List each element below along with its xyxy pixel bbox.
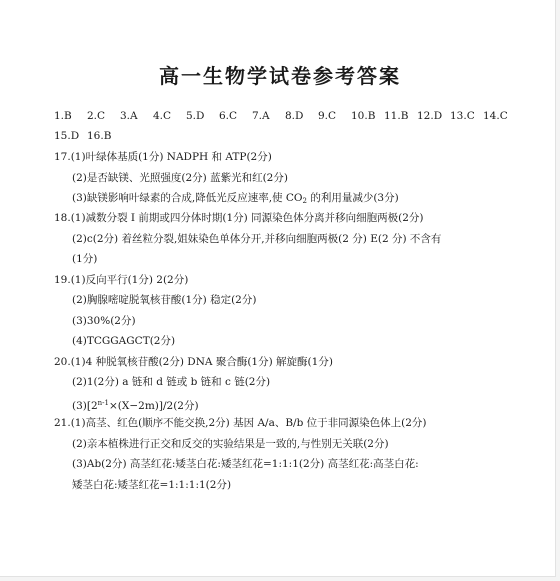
mc-answer: 12.D xyxy=(417,110,443,122)
q17-line-3-text-b: 的利用量减少(3分) xyxy=(307,192,399,204)
q18-line-3: (1分) xyxy=(72,253,98,265)
q20-line-3-text-b: ×(X−2m)]/2(2分) xyxy=(108,400,199,412)
mc-answers-row-1 xyxy=(54,109,514,123)
co2-subscript: 2 xyxy=(302,197,307,205)
mc-answer: 7.A xyxy=(252,110,270,122)
mc-answer: 6.C xyxy=(219,110,238,122)
mc-answer: 13.C xyxy=(450,110,475,122)
q19-line-4: (4)TCGGAGCT(2分) xyxy=(72,335,176,347)
q20-line-2: (2)1(2分) a 链和 d 链或 b 链和 c 链(2分) xyxy=(72,376,271,388)
q19-line-1: 19.(1)反向平行(1分) 2(2分) xyxy=(54,274,189,286)
q17-line-3-text-a: (3)缺镁影响叶绿素的合成,降低光反应速率,使 CO xyxy=(72,192,303,204)
mc-answer: 2.C xyxy=(87,110,106,122)
q19-line-2: (2)胸腺嘧啶脱氧核苷酸(1分) 稳定(2分) xyxy=(72,294,257,306)
q20-line-3 xyxy=(72,396,199,413)
mc-answers-row-2 xyxy=(54,129,514,143)
q21-line-1: 21.(1)高茎、红色(顺序不能交换,2分) 基因 A/a、B/b 位于非同源染色体上(2分) xyxy=(54,417,427,429)
mc-answer: 4.C xyxy=(153,110,172,122)
q18-line-2: (2)c(2分) 着丝粒分裂,姐妹染色单体分开,并移向细胞两极(2 分) E(2 分) 不含有 xyxy=(72,233,442,245)
mc-answer: 16.B xyxy=(87,130,112,142)
mc-answer: 5.D xyxy=(186,110,205,122)
mc-answer: 11.B xyxy=(384,110,409,122)
q17-line-1: 17.(1)叶绿体基质(1分) NADPH 和 ATP(2分) xyxy=(54,151,272,163)
mc-answer: 15.D xyxy=(54,130,80,142)
q21-line-3: (3)Ab(2分) 高茎红花:矮茎白花:矮茎红花=1:1:1(2分) 高茎红花:高茎白花: xyxy=(72,458,419,470)
q19-line-3: (3)30%(2分) xyxy=(72,315,136,327)
mc-answer: 10.B xyxy=(351,110,376,122)
mc-answer: 14.C xyxy=(483,110,508,122)
q20-line-3-text-a: (3)[2 xyxy=(72,400,98,412)
mc-answer: 1.B xyxy=(54,110,72,122)
mc-answer: 3.A xyxy=(120,110,138,122)
q21-line-2: (2)亲本植株进行正交和反交的实验结果是一致的,与性别无关联(2分) xyxy=(72,438,389,450)
q18-line-1: 18.(1)减数分裂 I 前期或四分体时期(1分) 同源染色体分离并移向细胞两极(2分) xyxy=(54,212,424,224)
q17-line-2: (2)是否缺镁、光照强度(2分) 蓝紫光和红(2分) xyxy=(72,172,288,184)
page-title: 高一生物学试卷参考答案 xyxy=(159,64,401,88)
q20-line-1: 20.(1)4 种脱氧核苷酸(2分) DNA 聚合酶(1分) 解旋酶(1分) xyxy=(54,356,333,368)
mc-answer: 8.D xyxy=(285,110,304,122)
exponent-superscript: n-1 xyxy=(97,399,109,407)
q17-line-3 xyxy=(72,191,399,208)
q21-line-4: 矮茎白花:矮茎红花=1:1:1:1(2分) xyxy=(72,479,232,491)
mc-answer: 9.C xyxy=(318,110,337,122)
